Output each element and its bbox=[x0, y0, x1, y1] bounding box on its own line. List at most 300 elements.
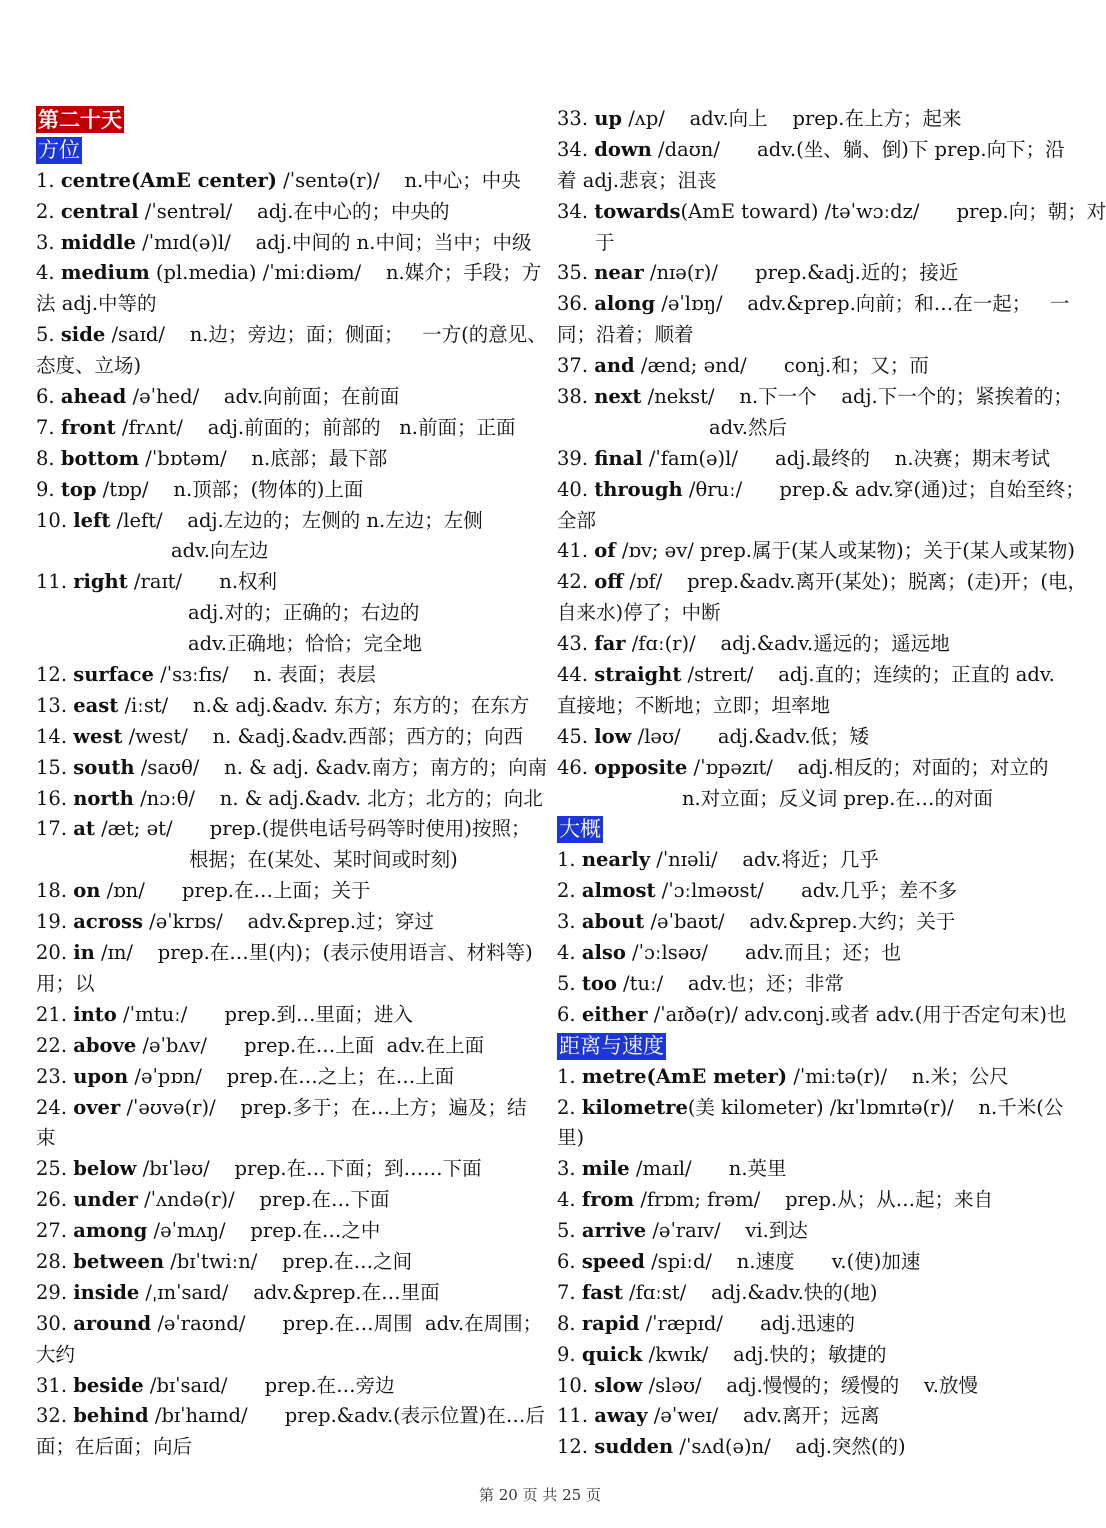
vocab-line bbox=[36, 753, 548, 784]
entry-number: 16. bbox=[36, 786, 68, 810]
entry-number: 12. bbox=[36, 663, 68, 687]
vocab-definition: /tuː/ adv.也；还；非常 bbox=[616, 971, 844, 995]
vocab-word: off bbox=[594, 570, 624, 594]
vocab-line bbox=[36, 289, 534, 320]
vocab-word: mile bbox=[581, 1157, 630, 1181]
vocab-line bbox=[36, 629, 534, 660]
vocab-word: top bbox=[60, 477, 97, 501]
vocab-definition: /nekst/ n.下一个 adj.下一个的；紧挨着的； bbox=[641, 385, 1073, 409]
vocab-line bbox=[557, 845, 1055, 876]
vocab-line bbox=[557, 1093, 1064, 1124]
left-column bbox=[36, 104, 548, 1463]
vocab-line bbox=[557, 1309, 1055, 1340]
entry-number: 22. bbox=[36, 1033, 68, 1057]
vocab-line bbox=[36, 413, 534, 444]
entry-number: 8. bbox=[36, 446, 55, 470]
vocab-line bbox=[36, 197, 534, 228]
entry-number: 46. bbox=[557, 755, 589, 779]
entry-number: 37. bbox=[557, 354, 589, 378]
vocab-continuation: n.对立面；反义词 prep.在…的对面 bbox=[682, 786, 993, 810]
vocab-definition: /maɪl/ n.英里 bbox=[629, 1157, 787, 1181]
vocab-line bbox=[557, 258, 1055, 289]
vocab-line bbox=[36, 1123, 534, 1154]
vocab-definition: /ˈsɜːfɪs/ n. 表面；表层 bbox=[153, 663, 376, 687]
vocab-word: surface bbox=[73, 663, 154, 687]
entry-number: 28. bbox=[36, 1249, 68, 1273]
section-heading-row bbox=[557, 1031, 1055, 1062]
vocab-definition: /daʊn/ adv.(坐、躺、倒)下 prep.向下；沿 bbox=[651, 137, 1065, 161]
entry-number: 18. bbox=[36, 879, 68, 903]
vocab-line bbox=[36, 1340, 534, 1371]
vocab-definition: (美 kilometer) /kɪˈlɒmɪtə(r)/ n.千米(公 bbox=[687, 1095, 1064, 1119]
vocab-word: too bbox=[581, 971, 617, 995]
vocab-definition: /frʌnt/ adj.前面的；前部的 n.前面；正面 bbox=[115, 415, 516, 439]
entry-number: 40. bbox=[557, 477, 589, 501]
vocab-line bbox=[36, 814, 534, 845]
vocab-continuation: adv.正确地；恰恰；完全地 bbox=[188, 632, 423, 656]
vocab-line bbox=[36, 907, 534, 938]
entry-number: 23. bbox=[36, 1064, 68, 1088]
vocab-line bbox=[557, 1123, 1055, 1154]
vocab-line bbox=[557, 1000, 1067, 1031]
section-heading: 大概 bbox=[559, 817, 601, 842]
vocab-line bbox=[36, 598, 534, 629]
vocab-line bbox=[557, 1340, 1055, 1371]
vocab-word: away bbox=[594, 1404, 648, 1428]
vocab-word: under bbox=[73, 1188, 138, 1212]
vocab-continuation: 着 adj.悲哀；沮丧 bbox=[557, 168, 717, 192]
vocab-word: next bbox=[594, 385, 642, 409]
vocab-line bbox=[36, 258, 542, 289]
entry-number: 2. bbox=[557, 1095, 576, 1119]
entry-number: 3. bbox=[557, 1157, 576, 1181]
vocab-word: between bbox=[73, 1249, 165, 1273]
vocab-definition: /ˈræpɪd/ adj.迅速的 bbox=[639, 1311, 856, 1335]
vocab-line bbox=[557, 166, 1055, 197]
vocab-line bbox=[36, 1278, 534, 1309]
vocab-line bbox=[557, 413, 1055, 444]
vocab-line bbox=[36, 475, 534, 506]
vocab-word: near bbox=[594, 261, 644, 285]
vocab-definition: /əˈlɒŋ/ adv.&prep.向前；和…在一起； 一 bbox=[655, 292, 1070, 316]
vocab-word: central bbox=[60, 199, 139, 223]
vocab-definition: /ɒn/ prep.在…上面；关于 bbox=[100, 879, 371, 903]
section-heading: 第二十天 bbox=[38, 107, 122, 132]
vocab-definition: /bɪˈhaɪnd/ prep.&adv.(表示位置)在…后 bbox=[148, 1404, 545, 1428]
vocab-definition: /ˈbɒtəm/ n.底部；最下部 bbox=[139, 446, 388, 470]
vocab-definition: /ˈsʌd(ə)n/ adj.突然(的) bbox=[673, 1435, 906, 1459]
entry-number: 3. bbox=[557, 910, 576, 934]
entry-number: 6. bbox=[557, 1002, 576, 1026]
vocab-line bbox=[557, 1216, 1055, 1247]
entry-number: 1. bbox=[36, 168, 55, 192]
vocab-word: fast bbox=[581, 1280, 623, 1304]
vocab-line bbox=[557, 969, 1055, 1000]
vocab-line bbox=[557, 444, 1055, 475]
entry-number: 11. bbox=[557, 1404, 589, 1428]
vocab-definition: (AmE toward) /təˈwɔːdz/ prep.向；朝；对 bbox=[680, 199, 1106, 223]
vocab-definition: /left/ adj.左边的；左侧的 n.左边；左侧 bbox=[110, 508, 483, 532]
vocab-line bbox=[557, 722, 1055, 753]
page-footer: 第 20 页 共 25 页 bbox=[478, 1486, 601, 1504]
vocab-definition: /saɪd/ n.边；旁边；面；侧面； 一方(的意见、 bbox=[105, 323, 547, 347]
vocab-line bbox=[557, 1062, 1055, 1093]
entry-number: 7. bbox=[557, 1280, 576, 1304]
vocab-definition: /bɪˈsaɪd/ prep.在…旁边 bbox=[143, 1373, 395, 1397]
vocab-definition: /ænd; ənd/ conj.和；又；而 bbox=[634, 354, 929, 378]
vocab-word: towards bbox=[594, 199, 681, 223]
vocab-line bbox=[557, 629, 1055, 660]
vocab-word: medium bbox=[60, 261, 150, 285]
vocab-definition: /ləʊ/ adj.&adv.低；矮 bbox=[631, 724, 870, 748]
entry-number: 6. bbox=[36, 385, 55, 409]
vocab-word: quick bbox=[581, 1342, 643, 1366]
vocab-line bbox=[557, 1185, 1055, 1216]
vocab-line bbox=[36, 1432, 534, 1463]
entry-number: 44. bbox=[557, 663, 589, 687]
vocab-continuation: adv.向左边 bbox=[171, 539, 269, 563]
vocab-word: about bbox=[581, 910, 645, 934]
vocab-continuation: 直接地；不断地；立即；坦率地 bbox=[557, 693, 831, 717]
vocab-line bbox=[36, 1093, 534, 1124]
vocab-word: kilometre bbox=[581, 1095, 688, 1119]
vocab-definition: (pl.media) /ˈmiːdiəm/ n.媒介；手段；方 bbox=[149, 261, 542, 285]
vocab-definition: /əˈraʊnd/ prep.在…周围 adv.在周围； bbox=[151, 1311, 543, 1335]
vocab-line bbox=[36, 567, 534, 598]
vocab-line bbox=[36, 1371, 534, 1402]
vocab-continuation: 于 bbox=[595, 230, 615, 254]
vocab-definition: /ˈɪntuː/ prep.到…里面；进入 bbox=[116, 1002, 414, 1026]
vocab-line bbox=[557, 784, 1055, 815]
entry-number: 8. bbox=[557, 1311, 576, 1335]
vocab-word: below bbox=[73, 1157, 137, 1181]
vocab-continuation: 用；以 bbox=[36, 971, 95, 995]
vocab-word: west bbox=[73, 724, 123, 748]
vocab-continuation: 里) bbox=[557, 1126, 585, 1150]
vocab-word: speed bbox=[581, 1249, 645, 1273]
vocab-word: opposite bbox=[594, 755, 688, 779]
entry-number: 29. bbox=[36, 1280, 68, 1304]
vocab-definition: /ˈsentə(r)/ n.中心；中央 bbox=[276, 168, 521, 192]
vocab-definition: /fɑː(r)/ adj.&adv.遥远的；遥远地 bbox=[625, 632, 950, 656]
vocab-word: inside bbox=[73, 1280, 140, 1304]
vocab-line bbox=[557, 135, 1065, 166]
entry-number: 21. bbox=[36, 1002, 68, 1026]
vocab-continuation: 自来水)停了；中断 bbox=[557, 601, 721, 625]
entry-number: 31. bbox=[36, 1373, 68, 1397]
vocab-definition: /ˈmiːtə(r)/ n.米；公尺 bbox=[787, 1064, 1009, 1088]
vocab-word: behind bbox=[73, 1404, 149, 1428]
entry-number: 14. bbox=[36, 724, 68, 748]
vocab-word: into bbox=[73, 1002, 117, 1026]
vocab-line bbox=[36, 228, 534, 259]
vocab-word: almost bbox=[581, 879, 656, 903]
vocab-line bbox=[557, 876, 1055, 907]
section-heading: 方位 bbox=[38, 137, 80, 162]
vocab-line bbox=[557, 1371, 1055, 1402]
vocab-line bbox=[557, 938, 1055, 969]
vocab-word: in bbox=[73, 941, 95, 965]
vocab-line bbox=[36, 1216, 534, 1247]
entry-number: 17. bbox=[36, 817, 68, 841]
vocab-word: right bbox=[73, 570, 128, 594]
vocab-word: arrive bbox=[581, 1219, 647, 1243]
vocab-continuation: 面；在后面；向后 bbox=[36, 1435, 193, 1459]
entry-number: 19. bbox=[36, 910, 68, 934]
entry-number: 34. bbox=[557, 199, 589, 223]
vocab-line bbox=[36, 1154, 534, 1185]
vocab-line bbox=[557, 289, 1070, 320]
vocab-line bbox=[557, 104, 1055, 135]
vocab-definition: /bɪˈtwiːn/ prep.在…之间 bbox=[164, 1249, 413, 1273]
vocab-definition: /iːst/ n.& adj.&adv. 东方；东方的；在东方 bbox=[118, 693, 530, 717]
vocab-word: upon bbox=[73, 1064, 129, 1088]
vocab-definition: /əˈhed/ adv.向前面；在前面 bbox=[126, 385, 400, 409]
vocab-definition: /ˈaɪðə(r)/ adv.conj.或者 adv.(用于否定句末)也 bbox=[647, 1002, 1067, 1026]
vocab-definition: /ˈɔːlməʊst/ adv.几乎；差不多 bbox=[655, 879, 958, 903]
entry-number: 9. bbox=[557, 1342, 576, 1366]
vocab-continuation: adv.然后 bbox=[709, 415, 788, 439]
vocab-word: down bbox=[594, 137, 652, 161]
section-heading-row bbox=[36, 104, 534, 135]
vocab-word: along bbox=[594, 292, 656, 316]
vocab-line bbox=[36, 1031, 534, 1062]
entry-number: 1. bbox=[557, 1064, 576, 1088]
vocab-definition: /əˈmʌŋ/ prep.在…之中 bbox=[147, 1219, 381, 1243]
entry-number: 33. bbox=[557, 107, 589, 130]
section-heading-row bbox=[557, 814, 1055, 845]
vocab-line bbox=[36, 660, 534, 691]
vocab-word: left bbox=[73, 508, 111, 532]
vocab-definition: /ˈʌndə(r)/ prep.在…下面 bbox=[137, 1188, 390, 1212]
vocab-line bbox=[36, 876, 534, 907]
vocab-definition: /ˈɔːlsəʊ/ adv.而且；还；也 bbox=[625, 941, 902, 965]
entry-number: 2. bbox=[557, 879, 576, 903]
vocab-word: north bbox=[73, 786, 134, 810]
vocab-word: among bbox=[73, 1219, 148, 1243]
entry-number: 10. bbox=[36, 508, 68, 532]
vocab-word: rapid bbox=[581, 1311, 640, 1335]
vocab-definition: /ɒf/ prep.&adv.离开(某处)；脱离；(走)开；(电， bbox=[623, 570, 1087, 594]
entry-number: 6. bbox=[557, 1249, 576, 1273]
vocab-word: around bbox=[73, 1311, 152, 1335]
entry-number: 32. bbox=[36, 1404, 68, 1428]
vocab-continuation: 束 bbox=[36, 1126, 56, 1150]
vocab-continuation: 态度、立场) bbox=[36, 354, 142, 378]
vocab-definition: /ˈəʊvə(r)/ prep.多于；在…上方；遍及；结 bbox=[120, 1095, 527, 1119]
entry-number: 42. bbox=[557, 570, 589, 594]
vocab-continuation: 大约 bbox=[36, 1342, 76, 1366]
vocab-line bbox=[36, 784, 543, 815]
entry-number: 9. bbox=[36, 477, 55, 501]
entry-number: 20. bbox=[36, 941, 68, 965]
vocab-definition: /sləʊ/ adj.慢慢的；缓慢的 v.放慢 bbox=[642, 1373, 978, 1397]
vocab-word: above bbox=[73, 1033, 137, 1057]
entry-number: 27. bbox=[36, 1219, 68, 1243]
section-heading: 距离与速度 bbox=[559, 1033, 664, 1058]
vocab-definition: /nɔːθ/ n. & adj.&adv. 北方；北方的；向北 bbox=[133, 786, 543, 810]
entry-number: 25. bbox=[36, 1157, 68, 1181]
vocab-line bbox=[557, 907, 1055, 938]
entry-number: 41. bbox=[557, 539, 589, 563]
vocab-line bbox=[36, 1401, 545, 1432]
entry-number: 4. bbox=[36, 261, 55, 285]
vocab-word: ahead bbox=[60, 385, 127, 409]
vocab-definition: /raɪt/ n.权利 bbox=[127, 570, 278, 594]
vocab-word: front bbox=[60, 415, 116, 439]
vocab-definition: /frɒm; frəm/ prep.从；从…起；来自 bbox=[634, 1188, 994, 1212]
vocab-word: at bbox=[73, 817, 95, 841]
vocab-line bbox=[36, 845, 534, 876]
vocab-word: side bbox=[60, 323, 106, 347]
vocab-line bbox=[557, 475, 1085, 506]
vocab-word: across bbox=[73, 910, 143, 934]
vocab-word: straight bbox=[594, 663, 682, 687]
vocab-word: slow bbox=[594, 1373, 643, 1397]
vocab-definition: /spiːd/ n.速度 v.(使)加速 bbox=[644, 1249, 921, 1273]
vocab-line bbox=[36, 166, 534, 197]
vocab-word: south bbox=[73, 755, 135, 779]
vocab-line bbox=[36, 1309, 543, 1340]
vocab-definition: /æt; ət/ prep.(提供电话号码等时使用)按照； bbox=[94, 817, 531, 841]
vocab-word: beside bbox=[73, 1373, 144, 1397]
vocab-definition: /ˈsentrəl/ adj.在中心的；中央的 bbox=[138, 199, 450, 223]
entry-number: 35. bbox=[557, 261, 589, 285]
vocab-line bbox=[557, 1247, 1055, 1278]
vocab-word: middle bbox=[60, 230, 136, 254]
vocab-definition: /əˈbaʊt/ adv.&prep.大约；关于 bbox=[644, 910, 956, 934]
vocab-word: from bbox=[581, 1188, 635, 1212]
vocab-line bbox=[557, 1154, 1055, 1185]
vocab-word: on bbox=[73, 879, 101, 903]
vocab-word: east bbox=[73, 693, 119, 717]
vocab-definition: /west/ n. &adj.&adv.西部；西方的；向西 bbox=[122, 724, 524, 748]
vocab-line bbox=[557, 660, 1055, 691]
vocab-word: far bbox=[594, 632, 626, 656]
entry-number: 30. bbox=[36, 1311, 68, 1335]
vocab-line bbox=[36, 691, 534, 722]
vocab-definition: /nɪə(r)/ prep.&adj.近的；接近 bbox=[643, 261, 959, 285]
vocab-definition: /bɪˈləʊ/ prep.在…下面；到……下面 bbox=[136, 1157, 482, 1181]
vocab-line bbox=[36, 1062, 534, 1093]
vocab-word: final bbox=[594, 446, 643, 470]
vocab-continuation: 法 adj.中等的 bbox=[36, 292, 157, 316]
entry-number: 15. bbox=[36, 755, 68, 779]
vocab-word: and bbox=[594, 354, 635, 378]
vocab-continuation: 根据；在(某处、某时间或时刻) bbox=[189, 848, 458, 872]
vocab-definition: /əˈbʌv/ prep.在…上面 adv.在上面 bbox=[136, 1033, 485, 1057]
vocab-definition: /tɒp/ n.顶部；(物体的)上面 bbox=[96, 477, 364, 501]
entry-number: 2. bbox=[36, 199, 55, 223]
vocab-line bbox=[36, 969, 534, 1000]
vocab-continuation: adj.对的；正确的；右边的 bbox=[188, 601, 420, 625]
vocab-definition: /ɒv; əv/ prep.属于(某人或某物)；关于(某人或某物) bbox=[615, 539, 1075, 563]
vocab-definition: /fɑːst/ adj.&adv.快的(地) bbox=[622, 1280, 878, 1304]
vocab-word: low bbox=[594, 724, 632, 748]
vocab-definition: /ɪn/ prep.在…里(内)；(表示使用语言、材料等) bbox=[94, 941, 533, 965]
entry-number: 10. bbox=[557, 1373, 589, 1397]
entry-number: 38. bbox=[557, 385, 589, 409]
entry-number: 5. bbox=[36, 323, 55, 347]
vocab-definition: /ʌp/ adv.向上 prep.在上方；起来 bbox=[622, 107, 962, 130]
entry-number: 3. bbox=[36, 230, 55, 254]
entry-number: 43. bbox=[557, 632, 589, 656]
vocab-line bbox=[557, 197, 1106, 228]
vocab-line bbox=[36, 1185, 534, 1216]
vocab-continuation: 同；沿着；顺着 bbox=[557, 323, 694, 347]
vocab-line bbox=[557, 536, 1075, 567]
right-column bbox=[557, 104, 1106, 1463]
vocab-line bbox=[36, 938, 534, 969]
vocab-definition: /əˈkrɒs/ adv.&prep.过；穿过 bbox=[142, 910, 435, 934]
vocab-word: also bbox=[581, 941, 626, 965]
entry-number: 1. bbox=[557, 848, 576, 872]
vocab-line bbox=[557, 691, 1055, 722]
vocab-line bbox=[36, 1000, 534, 1031]
entry-number: 5. bbox=[557, 1219, 576, 1243]
vocab-word: over bbox=[73, 1095, 121, 1119]
vocab-line bbox=[557, 1401, 1055, 1432]
vocab-line bbox=[36, 1247, 534, 1278]
vocab-line bbox=[36, 506, 534, 537]
entry-number: 13. bbox=[36, 693, 68, 717]
vocab-line bbox=[557, 382, 1073, 413]
vocab-line bbox=[36, 444, 534, 475]
vocab-definition: /ˈmɪd(ə)l/ adj.中间的 n.中间；当中；中级 bbox=[135, 230, 532, 254]
entry-number: 39. bbox=[557, 446, 589, 470]
entry-number: 26. bbox=[36, 1188, 68, 1212]
vocab-line bbox=[557, 351, 1055, 382]
vocab-line bbox=[557, 1278, 1055, 1309]
vocab-definition: /kwɪk/ adj.快的；敏捷的 bbox=[642, 1342, 887, 1366]
section-heading-row bbox=[36, 135, 534, 166]
vocab-definition: /əˈweɪ/ adv.离开；远离 bbox=[647, 1404, 880, 1428]
vocab-line bbox=[36, 320, 547, 351]
entry-number: 4. bbox=[557, 941, 576, 965]
vocab-line bbox=[557, 506, 1055, 537]
entry-number: 4. bbox=[557, 1188, 576, 1212]
vocab-line bbox=[36, 382, 534, 413]
entry-number: 34. bbox=[557, 137, 589, 161]
vocab-word: through bbox=[594, 477, 683, 501]
entry-number: 36. bbox=[557, 292, 589, 316]
vocab-line bbox=[557, 228, 1055, 259]
vocab-definition: /ˈɒpəzɪt/ adj.相反的；对面的；对立的 bbox=[687, 755, 1049, 779]
vocab-definition: /ˈnɪəli/ adv.将近；几乎 bbox=[650, 848, 879, 872]
vocab-word: up bbox=[594, 107, 623, 130]
vocab-line bbox=[36, 722, 534, 753]
vocab-definition: /ˈfaɪn(ə)l/ adj.最终的 n.决赛；期末考试 bbox=[642, 446, 1051, 470]
vocab-definition: /streɪt/ adj.直的；连续的；正直的 adv. bbox=[681, 663, 1055, 687]
vocab-line bbox=[557, 567, 1087, 598]
entry-number: 5. bbox=[557, 971, 576, 995]
vocab-definition: /ˌɪnˈsaɪd/ adv.&prep.在…里面 bbox=[139, 1280, 440, 1304]
vocab-line bbox=[36, 351, 534, 382]
vocab-line bbox=[557, 320, 1055, 351]
vocab-word: either bbox=[581, 1002, 648, 1026]
entry-number: 45. bbox=[557, 724, 589, 748]
entry-number: 24. bbox=[36, 1095, 68, 1119]
vocab-word: bottom bbox=[60, 446, 140, 470]
vocab-line bbox=[36, 536, 534, 567]
vocab-line bbox=[557, 598, 1055, 629]
vocab-line bbox=[557, 753, 1055, 784]
vocab-word: of bbox=[594, 539, 616, 563]
vocab-line bbox=[557, 1432, 1055, 1463]
vocab-definition: /θruː/ prep.& adv.穿(通)过；自始至终； bbox=[682, 477, 1085, 501]
entry-number: 7. bbox=[36, 415, 55, 439]
entry-number: 11. bbox=[36, 570, 68, 594]
